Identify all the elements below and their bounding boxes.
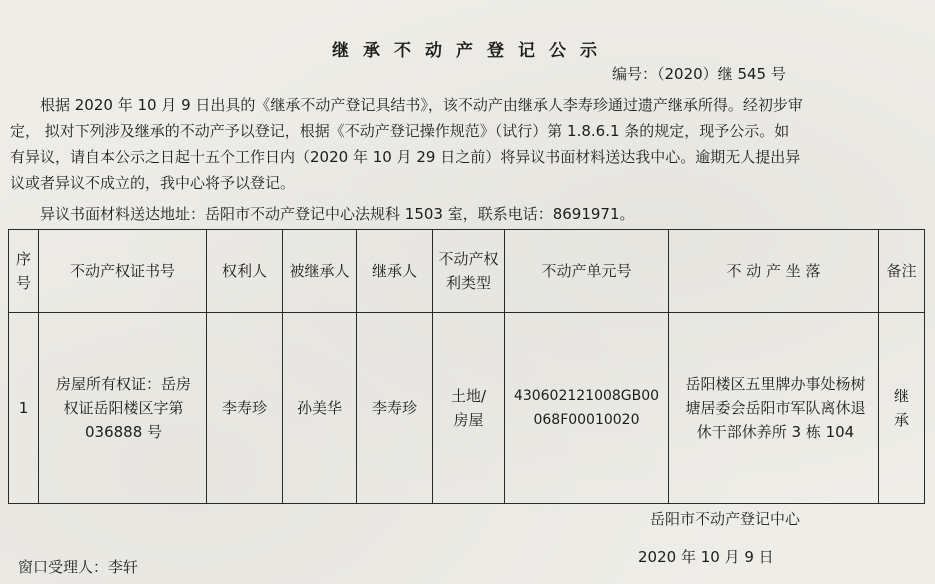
cell-owner: 李寿珍 (207, 313, 283, 504)
registration-table (8, 229, 925, 504)
document-title: 继承不动产登记公示 (332, 41, 611, 61)
table-row (9, 313, 925, 504)
cell-heir: 李寿珍 (357, 313, 433, 504)
header-owner: 权利人 (207, 230, 283, 313)
cell-right-type: 土地/房屋 (433, 313, 505, 504)
cell-cert-no: 房屋所有权证：岳房权证岳阳楼区字第 036888 号 (39, 313, 207, 504)
cell-seq: 1 (9, 313, 39, 504)
cell-location: 岳阳楼区五里牌办事处杨树塘居委会岳阳市军队离休退休干部休养所 3 栋 104 (669, 313, 879, 504)
cell-remark: 继承 (879, 313, 925, 504)
header-unit-no: 不动产单元号 (505, 230, 669, 313)
cell-decedent: 孙美华 (283, 313, 357, 504)
issuing-organization: 岳阳市不动产登记中心 (650, 510, 801, 528)
header-location: 不 动 产 坐 落 (669, 230, 879, 313)
header-right-type: 不动产权利类型 (433, 230, 505, 313)
window-clerk: 窗口受理人：李轩 (18, 558, 139, 576)
body-paragraph-line-3: 有异议，请自本公示之日起十五个工作日内（2020 年 10 月 29 日之前）将异议书面材料送达我中心。逾期无人提出异 (10, 148, 801, 166)
objection-address-line: 异议书面材料送达地址：岳阳市不动产登记中心法规科 1503 室，联系电话：8691971。 (40, 205, 635, 223)
table-header-row (9, 230, 925, 313)
cell-unit-no: 430602121008GB00068F00010020 (505, 313, 669, 504)
body-paragraph-line-2: 定， 拟对下列涉及继承的不动产予以登记，根据《不动产登记操作规范》（试行）第 1.8.6.1 条的规定，现予公示。如 (10, 122, 790, 140)
header-seq: 序号 (9, 230, 39, 313)
document-number: 编号：（2020）继 545 号 (612, 65, 786, 83)
body-paragraph-line-1: 根据 2020 年 10 月 9 日出具的《继承不动产登记具结书》，该不动产由继承人李寿珍通过遗产继承所得。经初步审 (40, 96, 803, 114)
body-paragraph-line-4: 议或者异议不成立的，我中心将予以登记。 (10, 174, 296, 192)
header-decedent: 被继承人 (283, 230, 357, 313)
header-remark: 备注 (879, 230, 925, 313)
header-heir: 继承人 (357, 230, 433, 313)
issue-date: 2020 年 10 月 9 日 (638, 548, 774, 566)
header-cert-no: 不动产权证书号 (39, 230, 207, 313)
